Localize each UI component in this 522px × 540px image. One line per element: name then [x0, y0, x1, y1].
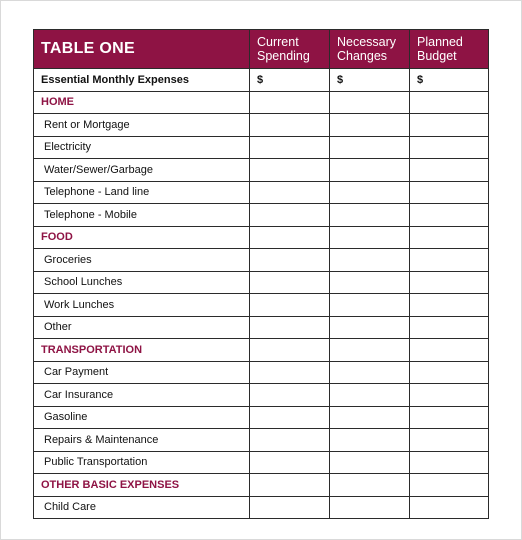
current-spending-cell[interactable]: [250, 136, 330, 159]
table-row: [34, 159, 489, 182]
expense-item-label: Car Payment: [34, 361, 250, 384]
necessary-changes-cell[interactable]: [330, 249, 410, 272]
empty-cell: [330, 91, 410, 114]
expense-item-label: Child Care: [34, 496, 250, 519]
current-spending-cell[interactable]: [250, 114, 330, 137]
empty-cell: [330, 474, 410, 497]
necessary-changes-cell[interactable]: [330, 271, 410, 294]
table-row: [34, 316, 489, 339]
empty-cell: [410, 91, 489, 114]
current-spending-cell[interactable]: [250, 496, 330, 519]
empty-cell: [250, 474, 330, 497]
planned-budget-cell[interactable]: [410, 204, 489, 227]
necessary-changes-cell[interactable]: [330, 204, 410, 227]
current-spending-cell[interactable]: [250, 249, 330, 272]
table-row: [34, 204, 489, 227]
current-spending-cell[interactable]: [250, 181, 330, 204]
table-header-row: [34, 30, 489, 69]
planned-budget-cell[interactable]: [410, 361, 489, 384]
current-spending-cell[interactable]: [250, 361, 330, 384]
table-row: [34, 114, 489, 137]
current-spending-cell[interactable]: [250, 294, 330, 317]
necessary-changes-cell[interactable]: [330, 136, 410, 159]
planned-budget-cell[interactable]: [410, 316, 489, 339]
current-spending-cell[interactable]: [250, 451, 330, 474]
expense-item-label: Groceries: [34, 249, 250, 272]
necessary-changes-cell[interactable]: [330, 429, 410, 452]
planned-budget-cell[interactable]: [410, 294, 489, 317]
necessary-changes-cell[interactable]: [330, 496, 410, 519]
planned-budget-cell[interactable]: [410, 451, 489, 474]
planned-budget-cell[interactable]: [410, 496, 489, 519]
necessary-changes-cell[interactable]: [330, 294, 410, 317]
table-row: [34, 384, 489, 407]
empty-cell: [410, 339, 489, 362]
table-row: [34, 496, 489, 519]
current-spending-cell[interactable]: [250, 204, 330, 227]
necessary-changes-cell[interactable]: [330, 406, 410, 429]
empty-cell: [250, 339, 330, 362]
section-row: [34, 339, 489, 362]
planned-budget-cell[interactable]: [410, 271, 489, 294]
expense-item-label: Gasoline: [34, 406, 250, 429]
table-row: [34, 249, 489, 272]
necessary-changes-cell[interactable]: [330, 316, 410, 339]
section-heading: TRANSPORTATION: [34, 339, 250, 362]
table-row: [34, 136, 489, 159]
current-spending-cell[interactable]: [250, 316, 330, 339]
expense-item-label: Repairs & Maintenance: [34, 429, 250, 452]
subheader-label: Essential Monthly Expenses: [34, 69, 250, 92]
table-row: [34, 429, 489, 452]
necessary-changes-cell[interactable]: [330, 181, 410, 204]
table-row: [34, 451, 489, 474]
planned-budget-cell[interactable]: [410, 136, 489, 159]
currency-symbol-current: $: [250, 69, 330, 92]
section-heading: OTHER BASIC EXPENSES: [34, 474, 250, 497]
section-heading: HOME: [34, 91, 250, 114]
empty-cell: [410, 226, 489, 249]
table-title: TABLE ONE: [34, 30, 250, 69]
section-row: [34, 474, 489, 497]
table-row: [34, 271, 489, 294]
table-row: [34, 406, 489, 429]
currency-symbol-planned: $: [410, 69, 489, 92]
expense-item-label: Other: [34, 316, 250, 339]
empty-cell: [330, 226, 410, 249]
table-row: [34, 181, 489, 204]
section-row: [34, 226, 489, 249]
planned-budget-cell[interactable]: [410, 114, 489, 137]
table-subheader-row: [34, 69, 489, 92]
column-header-necessary-changes: Necessary Changes: [330, 30, 410, 69]
expense-item-label: Water/Sewer/Garbage: [34, 159, 250, 182]
expense-item-label: Work Lunches: [34, 294, 250, 317]
planned-budget-cell[interactable]: [410, 406, 489, 429]
necessary-changes-cell[interactable]: [330, 451, 410, 474]
empty-cell: [330, 339, 410, 362]
current-spending-cell[interactable]: [250, 271, 330, 294]
expense-item-label: Public Transportation: [34, 451, 250, 474]
planned-budget-cell[interactable]: [410, 249, 489, 272]
current-spending-cell[interactable]: [250, 159, 330, 182]
table-row: [34, 361, 489, 384]
necessary-changes-cell[interactable]: [330, 114, 410, 137]
expense-item-label: Telephone - Mobile: [34, 204, 250, 227]
necessary-changes-cell[interactable]: [330, 361, 410, 384]
necessary-changes-cell[interactable]: [330, 384, 410, 407]
budget-table-body: [34, 30, 489, 519]
expense-item-label: School Lunches: [34, 271, 250, 294]
empty-cell: [410, 474, 489, 497]
planned-budget-cell[interactable]: [410, 181, 489, 204]
current-spending-cell[interactable]: [250, 406, 330, 429]
currency-symbol-changes: $: [330, 69, 410, 92]
empty-cell: [250, 226, 330, 249]
planned-budget-cell[interactable]: [410, 159, 489, 182]
section-heading: FOOD: [34, 226, 250, 249]
column-header-planned-budget: Planned Budget: [410, 30, 489, 69]
expense-item-label: Car Insurance: [34, 384, 250, 407]
section-row: [34, 91, 489, 114]
expense-item-label: Rent or Mortgage: [34, 114, 250, 137]
current-spending-cell[interactable]: [250, 384, 330, 407]
expense-item-label: Electricity: [34, 136, 250, 159]
planned-budget-cell[interactable]: [410, 429, 489, 452]
planned-budget-cell[interactable]: [410, 384, 489, 407]
current-spending-cell[interactable]: [250, 429, 330, 452]
empty-cell: [250, 91, 330, 114]
expense-item-label: Telephone - Land line: [34, 181, 250, 204]
table-row: [34, 294, 489, 317]
column-header-current-spending: Current Spending: [250, 30, 330, 69]
necessary-changes-cell[interactable]: [330, 159, 410, 182]
budget-table: [33, 29, 489, 519]
